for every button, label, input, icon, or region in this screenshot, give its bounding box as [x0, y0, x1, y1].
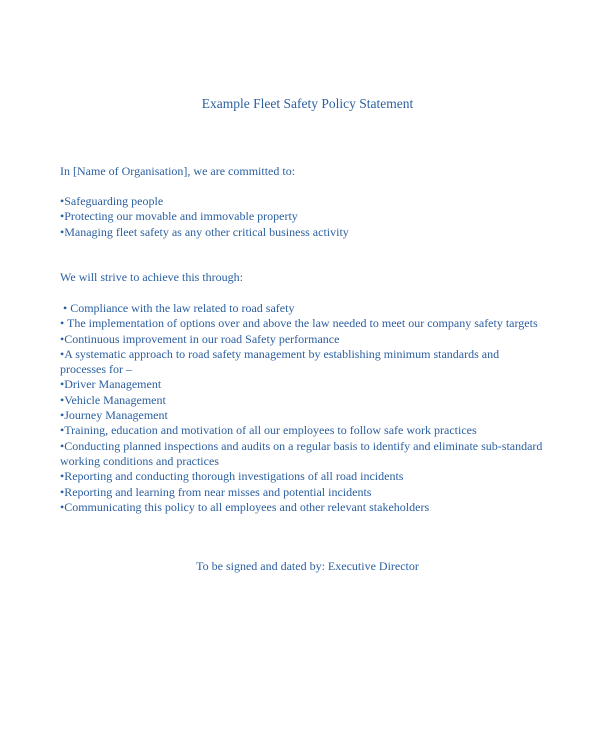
signature-line: To be signed and dated by: Executive Director: [196, 559, 419, 573]
strive-item: •Conducting planned inspections and audits on a regular basis to identify and eliminate sub-standard working conditions and practices: [60, 438, 543, 468]
strive-item: •Reporting and conducting thorough investigations of all road incidents: [60, 469, 404, 484]
strive-item: •Continuous improvement in our road Safety performance: [60, 331, 340, 346]
strive-item: •Reporting and learning from near misses and potential incidents: [60, 484, 372, 499]
strive-item: •Communicating this policy to all employees and other relevant stakeholders: [60, 499, 430, 514]
strive-item: •Vehicle Management: [60, 392, 166, 407]
strive-intro: We will strive to achieve this through:: [60, 270, 243, 284]
strive-item: • The implementation of options over and above the law needed to meet our company safety targets: [60, 316, 538, 331]
commitment-list: [60, 194, 580, 240]
commitment-intro: In [Name of Organisation], we are committed to:: [60, 164, 296, 178]
strive-list: [60, 301, 580, 515]
strive-item: •Journey Management: [60, 408, 168, 423]
strive-item: •A systematic approach to road safety management by establishing minimum standards and processes for –: [60, 346, 500, 377]
strive-item: • Compliance with the law related to road safety: [60, 301, 295, 315]
document-title: Example Fleet Safety Policy Statement: [201, 96, 414, 111]
strive-item: •Training, education and motivation of all our employees to follow safe work practices: [60, 423, 477, 438]
strive-item: •Driver Management: [60, 377, 162, 392]
commitment-item: •Managing fleet safety as any other critical business activity: [60, 224, 349, 239]
commitment-item: •Safeguarding people: [60, 194, 164, 208]
commitment-item: •Protecting our movable and immovable property: [60, 209, 298, 224]
